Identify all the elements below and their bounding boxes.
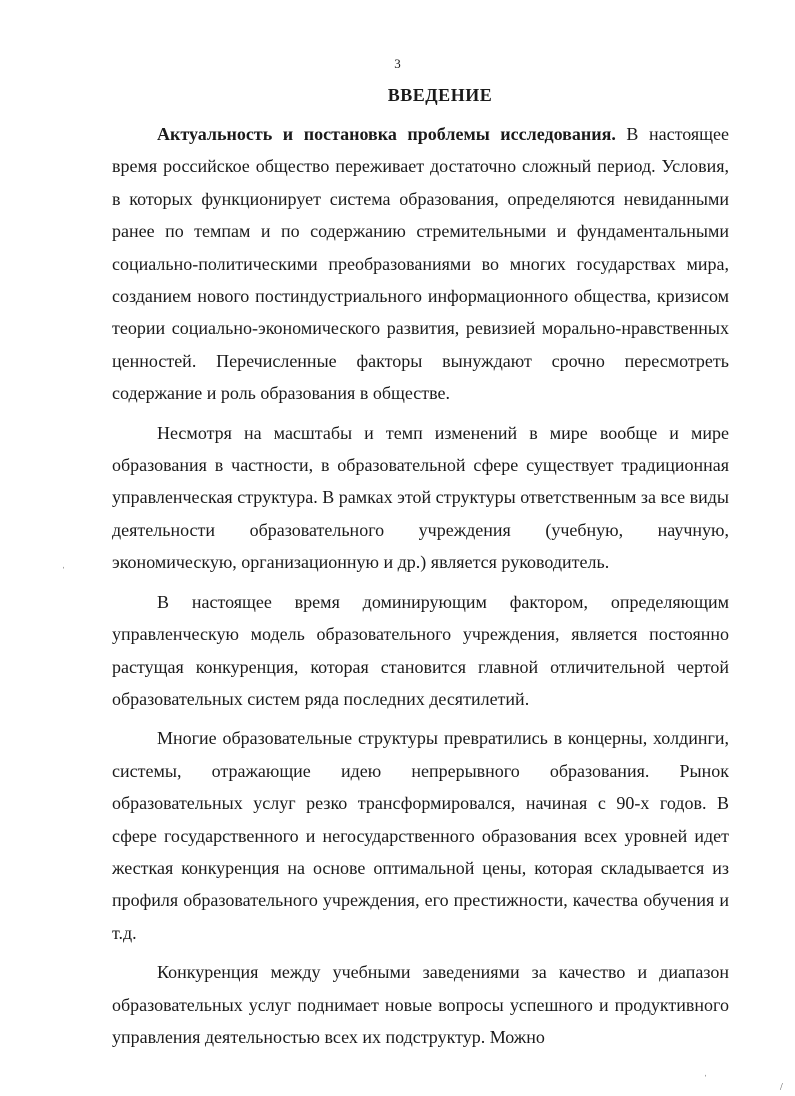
paragraph xyxy=(112,118,729,410)
paragraph-text: В настоящее время доминирующим фактором, определяющим управленческую модель образовательного учреждения, является постоянно растущая конкуренция, которая становится главной отличительной чертой образовательных систем ряда последних десятилетий. xyxy=(112,591,729,709)
page-number: 3 xyxy=(394,56,401,71)
paragraph xyxy=(112,722,729,949)
paragraph-text: Многие образовательные структуры превратились в концерны, холдинги, системы, отражающие идею непрерывного образования. Рынок образовательных услуг резко трансформировался, начиная с 90-х годов. В сфере государственного и негосударственного образования всех уровней идет жесткая конкуренция на основе оптимальной цены, которая складывается из профиля образовательного учреждения, его престижности, качества обучения и т.д. xyxy=(112,728,729,943)
section-heading: ВВЕДЕНИЕ xyxy=(387,85,493,105)
paragraph xyxy=(112,586,729,716)
scan-speck: ˈ xyxy=(62,566,66,577)
paragraph-lead-bold: Актуальность и постановка проблемы исследования. xyxy=(157,124,616,144)
scan-speck: ˈ xyxy=(704,1074,708,1085)
paragraph-text: Несмотря на масштабы и темп изменений в мире вообще и мире образования в частности, в образовательной сфере существует традиционная управленческая структура. В рамках этой структуры ответственным за все виды деятельности образовательного учреждения (учебную, научную, экономическую, организационную и др.) является руководитель. xyxy=(112,422,729,573)
paragraph-text: В настоящее время российское общество переживает достаточно сложный период. Условия, в которых функционирует система образования, определяются невиданными ранее по темпам и по содержанию стремительными и фундаментальными социально-политическими преобразованиями во многих государствах мира, созданием нового постиндустриального информационного общества, кризисом теории социально-экономического развития, ревизией морально-нравственных ценностей. Перечисленные факторы вынуждают срочно пересмотреть содержание и роль образования в обществе. xyxy=(112,124,729,404)
paragraph xyxy=(112,417,729,579)
scan-speck: / xyxy=(780,1082,783,1093)
body-text xyxy=(112,118,729,1053)
paragraph-text: Конкуренция между учебными заведениями за качество и диапазон образовательных услуг поднимает новые вопросы успешного и продуктивного управления деятельностью всех их подструктур. Можно xyxy=(112,962,729,1047)
paragraph xyxy=(112,956,729,1053)
